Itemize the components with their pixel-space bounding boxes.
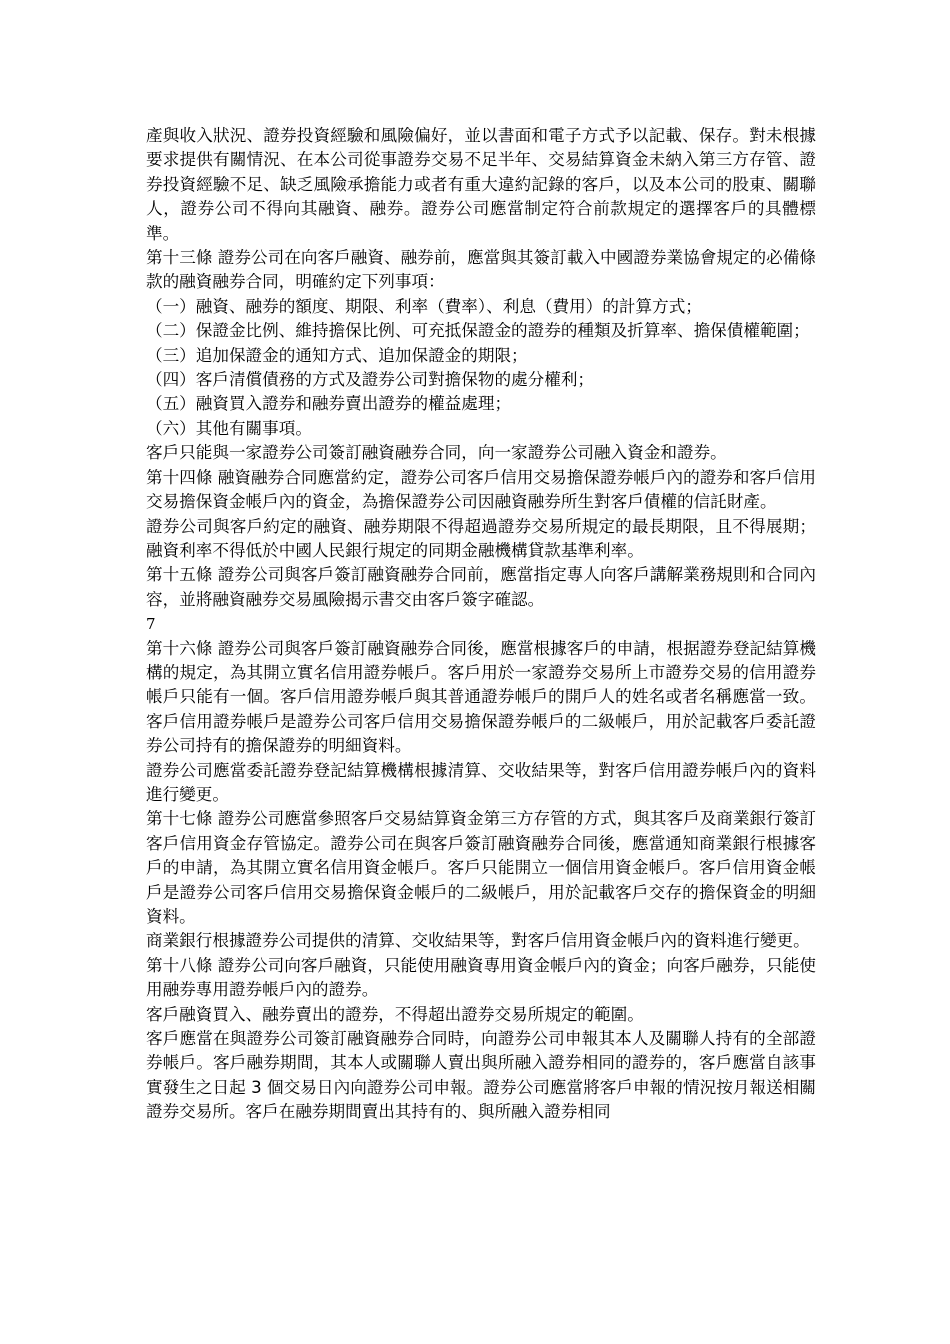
article-18-paragraph: 第十八條 證券公司向客戶融資，只能使用融資專用資金帳戶內的資金；向客戶融券，只能使用融券專用證券帳戶內的證券。 <box>146 955 816 1000</box>
list-item: （六）其他有關事項。 <box>146 418 312 438</box>
article-15-paragraph: 第十五條 證券公司與客戶簽訂融資融券合同前，應當指定專人向客戶講解業務規則和合同內容，並將融資融券交易風險揭示書交由客戶簽字確認。 <box>146 565 816 609</box>
paragraph: 證券公司應當委託證券登記結算機構根據清算、交收結果等，對客戶信用證券帳戶內的資料進行變更。 <box>146 760 816 804</box>
paragraph: 商業銀行根據證券公司提供的清算、交收結果等，對客戶信用資金帳戶內的資料進行變更。 <box>146 931 810 951</box>
paragraph: 證券公司與客戶約定的融資、融券期限不得超過證券交易所規定的最長期限，且不得展期；融資利率不得低於中國人民銀行規定的同期金融機構貸款基準利率。 <box>146 516 816 560</box>
list-item: （四）客戶清償債務的方式及證券公司對擔保物的處分權利； <box>146 370 595 390</box>
article-13-heading: 第十三條 證券公司在向客戶融資、融券前，應當與其簽訂載入中國證券業協會規定的必備條款的融資融券合同，明確約定下列事項： <box>146 248 816 292</box>
article-17-paragraph: 第十七條 證券公司應當參照客戶交易結算資金第三方存管的方式，與其客戶及商業銀行簽訂客戶信用資金存管協定。證券公司在與客戶簽訂融資融券合同後，應當通知商業銀行根據客戶的申請，為其開立實名信用資金帳戶。客戶只能開立一個信用資金帳戶。客戶信用資金帳戶是證券公司客戶信用交易擔保資金帳戶的二級帳戶，用於記載客戶交存的擔保資金的明細資料。 <box>146 809 816 926</box>
page-number: 7 <box>146 615 156 634</box>
list-item: （五）融資買入證券和融券賣出證券的權益處理； <box>146 394 512 414</box>
paragraph: 客戶融資買入、融券賣出的證券，不得超出證券交易所規定的範圍。 <box>146 1004 644 1024</box>
list-item: （一）融資、融券的額度、期限、利率（費率）、利息（費用）的計算方式； <box>146 296 702 316</box>
list-item: （三）追加保證金的通知方式、追加保證金的期限； <box>146 345 528 365</box>
paragraph: 產與收入狀況、證券投資經驗和風險偏好，並以書面和電子方式予以記載、保存。對未根據要求提供有關情況、在本公司從事證券交易不足半年、交易結算資金未納入第三方存管、證券投資經驗不足、缺乏風險承擔能力或者有重大違約記錄的客戶，以及本公司的股東、關聯人，證券公司不得向其融資、融券。證券公司應當制定符合前款規定的選擇客戶的具體標準。 <box>146 126 816 243</box>
list-item: （二）保證金比例、維持擔保比例、可充抵保證金的證券的種類及折算率、擔保債權範圍； <box>146 321 810 341</box>
document-body <box>146 124 816 1125</box>
paragraph: 客戶只能與一家證券公司簽訂融資融券合同，向一家證券公司融入資金和證券。 <box>146 443 727 463</box>
article-14-paragraph: 第十四條 融資融券合同應當約定，證券公司客戶信用交易擔保證券帳戶內的證券和客戶信用交易擔保資金帳戶內的資金，為擔保證券公司因融資融券所生對客戶債權的信託財產。 <box>146 467 816 512</box>
article-16-paragraph: 第十六條 證券公司與客戶簽訂融資融券合同後，應當根據客戶的申請，根据證券登記結算機構的規定，為其開立實名信用證券帳戶。客戶用於一家證券交易所上市證券交易的信用證券帳戶只能有一個。客戶信用證券帳戶與其普通證券帳戶的開戶人的姓名或者名稱應當一致。客戶信用證券帳戶是證券公司客戶信用交易擔保證券帳戶的二級帳戶，用於記載客戶委託證券公司持有的擔保證券的明細資料。 <box>146 638 816 756</box>
paragraph: 客戶應當在與證券公司簽訂融資融券合同時，向證券公司申報其本人及關聯人持有的全部證券帳戶。客戶融券期間，其本人或關聯人賣出與所融入證券相同的證券的，客戶應當自該事實發生之日起 3 個交易日內向證券公司申報。證券公司應當將客戶申報的情況按月報送相關證券交易所。客戶在融券期間賣出其持有的、與所融入證券相同 <box>146 1029 816 1122</box>
